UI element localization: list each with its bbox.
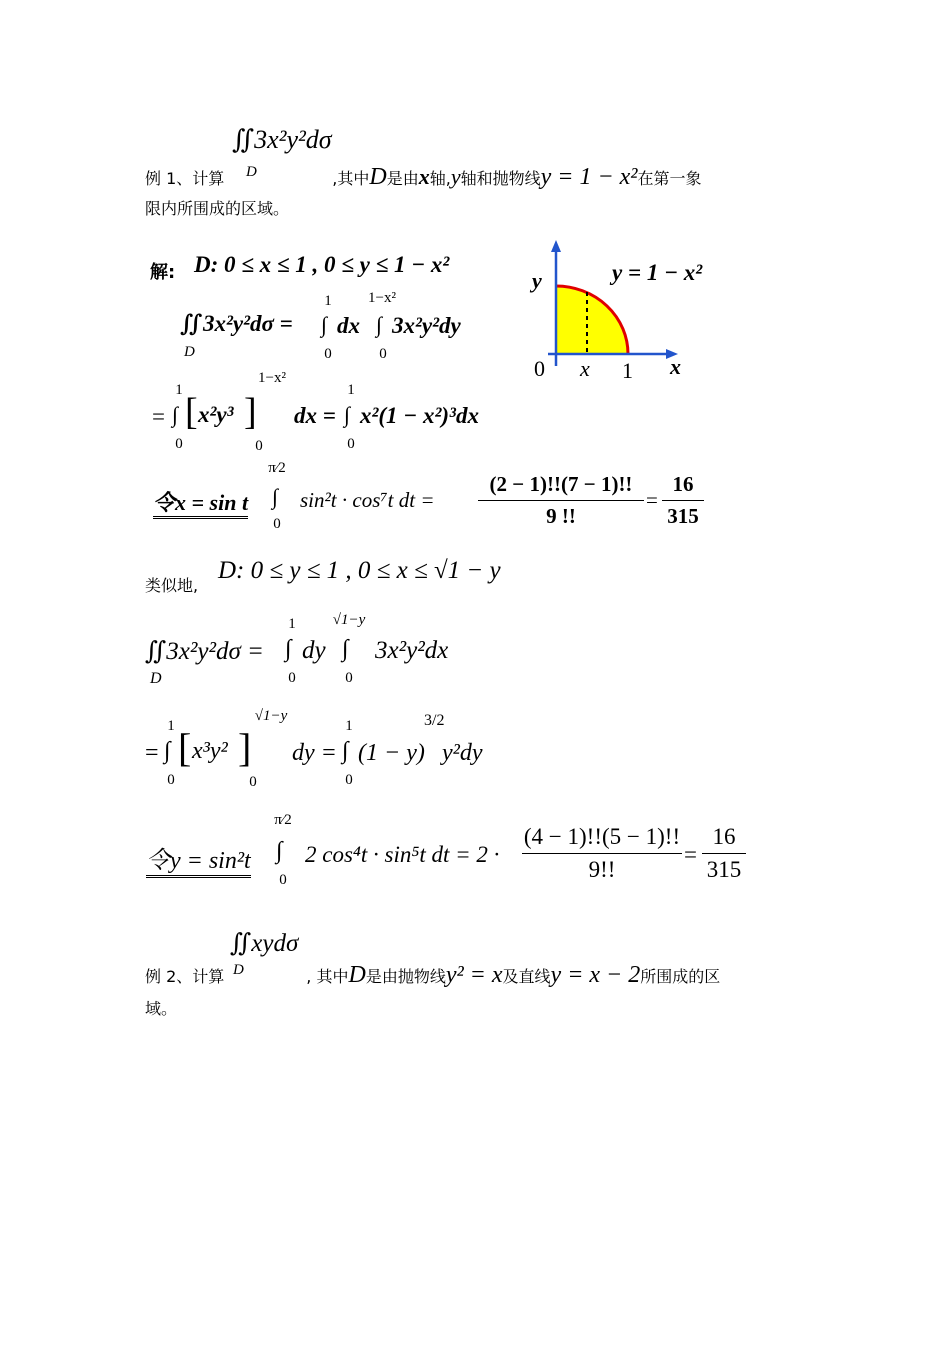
ex2-curve2: y = x − 2 <box>550 962 641 988</box>
sim-line1-lhs: ∬3x²y²dσ = <box>145 638 264 665</box>
ex1-statement-line2: 限内所围成的区域。 <box>145 199 290 218</box>
ex2-statement-line1 <box>145 950 720 990</box>
ex1-text-c: 轴, <box>429 169 451 188</box>
ex1-x-axis: x <box>418 164 430 189</box>
sol-line3-equals: = <box>646 488 658 512</box>
sim-line2-upper: 1 <box>167 718 175 734</box>
sim-line2-lbracket: [ <box>178 725 192 770</box>
sol-line2-mid: dx = <box>294 403 336 428</box>
graph-one-mark: 1 <box>622 358 633 380</box>
graph-origin: 0 <box>534 356 545 380</box>
sol-line1-int1: ∫ <box>321 312 328 337</box>
sim-line2-tail: y²dy <box>442 740 483 766</box>
sol-line1-mid: dx <box>337 313 360 338</box>
sol-line3-int: ∫ <box>272 484 279 509</box>
ex1-text-e: 在第一象 <box>637 169 702 188</box>
sim-line2-mid: dy = <box>292 740 337 766</box>
sol-line3-lower: 0 <box>273 516 281 532</box>
sim-line2-rhs: (1 − y) <box>358 740 425 766</box>
sim-line2-rbracket: ] <box>238 725 252 770</box>
sol-line1-rhs: 3x²y²dy <box>392 313 461 338</box>
sim-line3-subst: 令y = sin²t <box>146 840 251 875</box>
sim-line1-sub: D <box>150 670 162 687</box>
sol-line1-int2: ∫ <box>376 312 383 337</box>
sol-line3-upper: π⁄2 <box>268 460 286 476</box>
sol-line2-upper-b: 1 <box>347 382 355 398</box>
graph-y-label: y <box>532 268 542 293</box>
sim-line2-exp: 3/2 <box>424 712 445 729</box>
sol-line1-lhs: ∬3x²y²dσ = <box>180 311 293 336</box>
sol-line3-integrand: sin²t · cos⁷t dt = <box>300 488 435 512</box>
sol-line2-int2: ∫ <box>344 402 351 427</box>
sim-line3-den: 9!! <box>588 857 616 882</box>
sim-line1-int2: ∫ <box>342 636 349 662</box>
ex1-D: D <box>369 164 387 190</box>
sol-line2-eq: = <box>152 404 165 429</box>
sim-line3-res-den: 315 <box>706 857 742 882</box>
graph-x-label: x <box>670 354 681 379</box>
ex1-region-label: D <box>246 164 257 180</box>
sol-line2-bracket: x²y³ <box>198 402 234 427</box>
sol-line1-lower-1: 0 <box>324 346 332 362</box>
ex1-text-d: 轴和抛物线 <box>460 169 541 188</box>
solution-label: 解: <box>150 262 176 283</box>
sol-line2-rbracket: ] <box>244 391 257 433</box>
sim-line1-mid: dy <box>302 637 326 664</box>
y-axis-arrow-icon <box>551 240 561 252</box>
sol-line3-subst: 令x = sin t <box>153 486 248 517</box>
ex2-statement-line2: 域。 <box>145 999 178 1018</box>
sol-line1-upper-2: 1−x² <box>368 290 396 306</box>
ex1-prefix: 例 1、计算 <box>145 169 225 188</box>
sim-line2-lower: 0 <box>167 772 175 788</box>
ex2-text-d: 所围成的区 <box>640 967 721 986</box>
sol-line2-eval-upper: 1−x² <box>258 370 286 386</box>
ex1-y-axis: y <box>450 164 461 189</box>
similar-prefix: 类似地, <box>145 576 199 595</box>
solution-domain: D: 0 ≤ x ≤ 1 , 0 ≤ y ≤ 1 − x² <box>194 252 450 277</box>
sim-line3-lower: 0 <box>279 872 287 888</box>
sol-line2-int1: ∫ <box>172 402 179 427</box>
sol-line3-result <box>662 472 704 529</box>
sim-line3-integrand: 2 cos⁴t · sin⁵t dt = 2 · <box>305 842 500 867</box>
sim-line2-bracket: x³y² <box>192 738 228 764</box>
graph-x-mark: x <box>580 356 590 380</box>
sim-line1-upper-2: √1−y <box>332 612 366 628</box>
sim-line2-lower-b: 0 <box>345 772 353 788</box>
sim-line1-int1: ∫ <box>285 636 292 662</box>
sol-line1-lower-2: 0 <box>379 346 387 362</box>
ex2-curve1: y² = x <box>445 962 503 988</box>
ex1-statement-line1 <box>145 152 702 192</box>
sol-line3-res-den: 315 <box>667 504 699 528</box>
ex1-integral: ∬3x²y²dσ <box>232 125 332 154</box>
sol-line2-lower-b: 0 <box>347 436 355 452</box>
sim-line2-upper-b: 1 <box>345 718 353 734</box>
sim-line2-eval-lower: 0 <box>249 774 257 790</box>
ex2-prefix: 例 2、计算 <box>145 967 225 986</box>
sim-line3-equals: = <box>684 842 697 867</box>
sim-line3-num: (4 − 1)!!(5 − 1)!! <box>523 824 681 849</box>
sim-line1-rhs: 3x²y²dx <box>375 637 449 664</box>
ex2-region-label: D <box>233 962 244 978</box>
sim-line3-res-num: 16 <box>712 824 736 849</box>
ex1-text-a: ,其中 <box>332 169 370 188</box>
sim-line3-upper: π⁄2 <box>274 812 292 828</box>
sim-line1-upper-1: 1 <box>288 616 296 632</box>
sol-line2-rhs: x²(1 − x²)³dx <box>360 403 479 428</box>
sim-line3-int: ∫ <box>276 838 283 864</box>
sim-line1-lower-2: 0 <box>345 670 353 686</box>
ex2-D: D <box>348 962 366 988</box>
region-graph <box>520 238 710 380</box>
sim-line1-lower-1: 0 <box>288 670 296 686</box>
ex2-integral: ∬xydσ <box>230 930 299 957</box>
sol-line1-upper-1: 1 <box>324 293 332 309</box>
ex1-curve: y = 1 − x² <box>540 164 638 190</box>
sim-line2-eval-upper: √1−y <box>254 708 288 724</box>
sol-line3-den: 9 !! <box>546 504 576 528</box>
sol-line2-lbracket: [ <box>185 391 198 433</box>
sim-line2-int1: ∫ <box>164 738 171 764</box>
ex2-text-b: 是由抛物线 <box>365 967 446 986</box>
sol-line1-sub: D <box>184 344 195 360</box>
sol-line3-res-num: 16 <box>672 472 694 496</box>
sim-line2-eq: = <box>145 740 159 766</box>
graph-curve-label: y = 1 − x² <box>612 260 703 285</box>
ex2-text-c: 及直线 <box>502 967 551 986</box>
sol-line2-upper: 1 <box>175 382 183 398</box>
similar-domain: D: 0 ≤ y ≤ 1 , 0 ≤ x ≤ √1 − y <box>218 557 501 584</box>
sol-line3-fraction <box>478 472 644 529</box>
sol-line2-lower: 0 <box>175 436 183 452</box>
sim-line3-result <box>702 824 746 883</box>
sim-line2-int2: ∫ <box>342 738 349 764</box>
ex1-text-b: 是由 <box>386 169 419 188</box>
sol-line3-num: (2 − 1)!!(7 − 1)!! <box>489 472 633 496</box>
sim-line3-fraction <box>522 824 682 883</box>
ex2-text-a: , 其中 <box>306 967 349 986</box>
sol-line2-eval-lower: 0 <box>255 438 263 454</box>
